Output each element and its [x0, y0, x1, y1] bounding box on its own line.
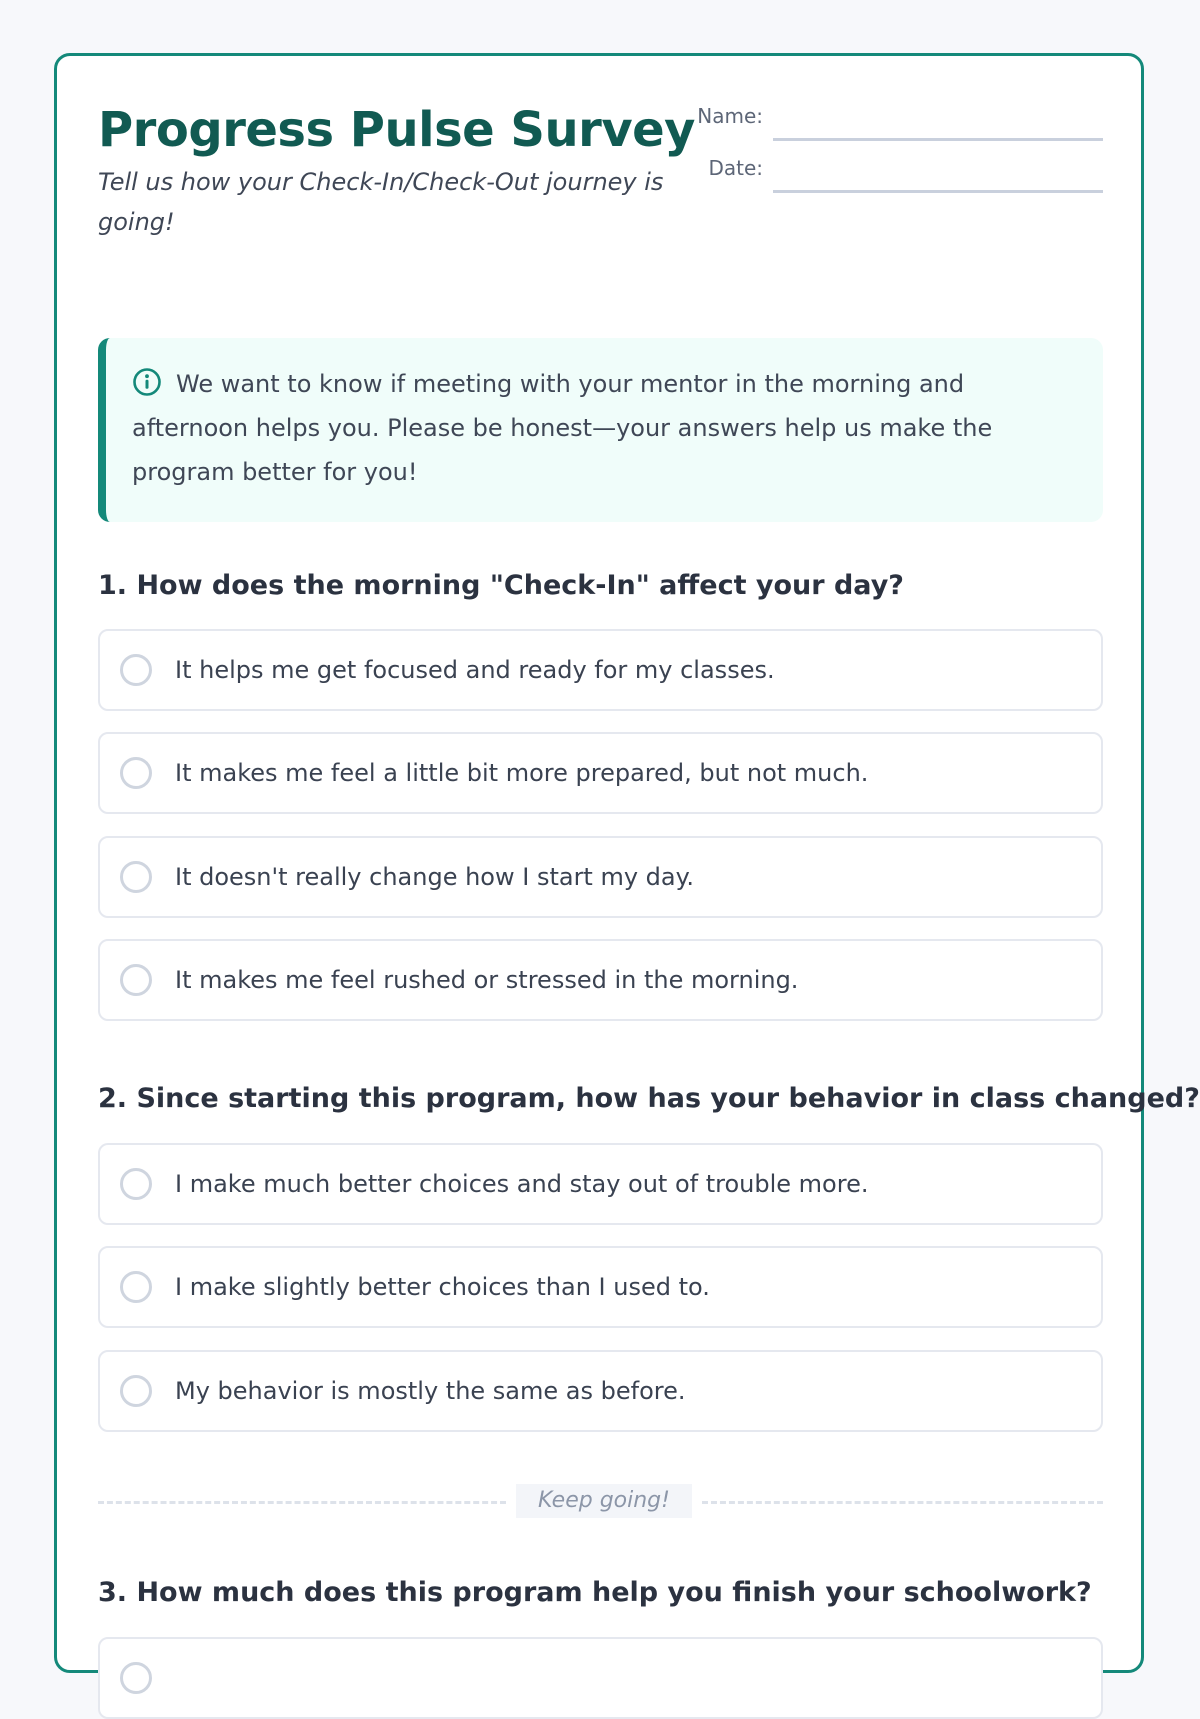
divider-label: Keep going! [516, 1484, 692, 1518]
question-3-label: 3. How much does this program help you finish your schoolwork? [98, 1577, 1092, 1608]
survey-subtitle: Tell us how your Check-In/Check-Out journey is going! [98, 168, 664, 236]
option-label: I make much better choices and stay out of trouble more. [175, 1170, 869, 1198]
question-2-option-1[interactable] [98, 1143, 1103, 1225]
radio-button[interactable] [120, 1375, 152, 1407]
name-field[interactable] [773, 138, 1103, 141]
question-2-label: 2. Since starting this program, how has your behavior in class changed? [98, 1083, 1200, 1114]
section-divider [98, 1484, 1103, 1520]
question-1-option-4[interactable] [98, 939, 1103, 1021]
radio-button[interactable] [120, 757, 152, 789]
date-label: Date: [708, 156, 763, 180]
question-1-option-3[interactable] [98, 836, 1103, 918]
question-1-label: 1. How does the morning "Check-In" affect your day? [98, 570, 904, 601]
survey-title: Progress Pulse Survey [98, 102, 695, 158]
notice-text: We want to know if meeting with your mentor in the morning and afternoon helps you. Please be honest—your answers help us make the program better for you! [132, 370, 993, 486]
radio-button[interactable] [120, 1662, 152, 1694]
date-row [688, 152, 1103, 192]
question-2-option-2[interactable] [98, 1246, 1103, 1328]
radio-button[interactable] [120, 861, 152, 893]
survey-card [54, 53, 1200, 1673]
radio-button[interactable] [120, 964, 152, 996]
option-label: It makes me feel rushed or stressed in the morning. [175, 966, 799, 994]
radio-button[interactable] [120, 1271, 152, 1303]
question-1-option-1[interactable] [98, 629, 1103, 711]
divider-line-left [98, 1501, 506, 1504]
info-notice [98, 338, 1103, 522]
option-label: I make slightly better choices than I used to. [175, 1273, 710, 1301]
option-label: It helps me get focused and ready for my classes. [175, 656, 775, 684]
option-label: My behavior is mostly the same as before. [175, 1377, 686, 1405]
option-label: It makes me feel a little bit more prepared, but not much. [175, 759, 869, 787]
question-2-option-3[interactable] [98, 1350, 1103, 1432]
option-label: It doesn't really change how I start my day. [175, 863, 695, 891]
question-3-option-1[interactable] [98, 1637, 1103, 1719]
name-label: Name: [697, 104, 763, 128]
radio-button[interactable] [120, 654, 152, 686]
name-row [688, 100, 1103, 140]
radio-button[interactable] [120, 1168, 152, 1200]
survey-header [98, 92, 1103, 252]
date-field[interactable] [773, 190, 1103, 193]
question-1-option-2[interactable] [98, 732, 1103, 814]
info-circle-icon [132, 367, 162, 397]
divider-line-right [702, 1501, 1103, 1504]
